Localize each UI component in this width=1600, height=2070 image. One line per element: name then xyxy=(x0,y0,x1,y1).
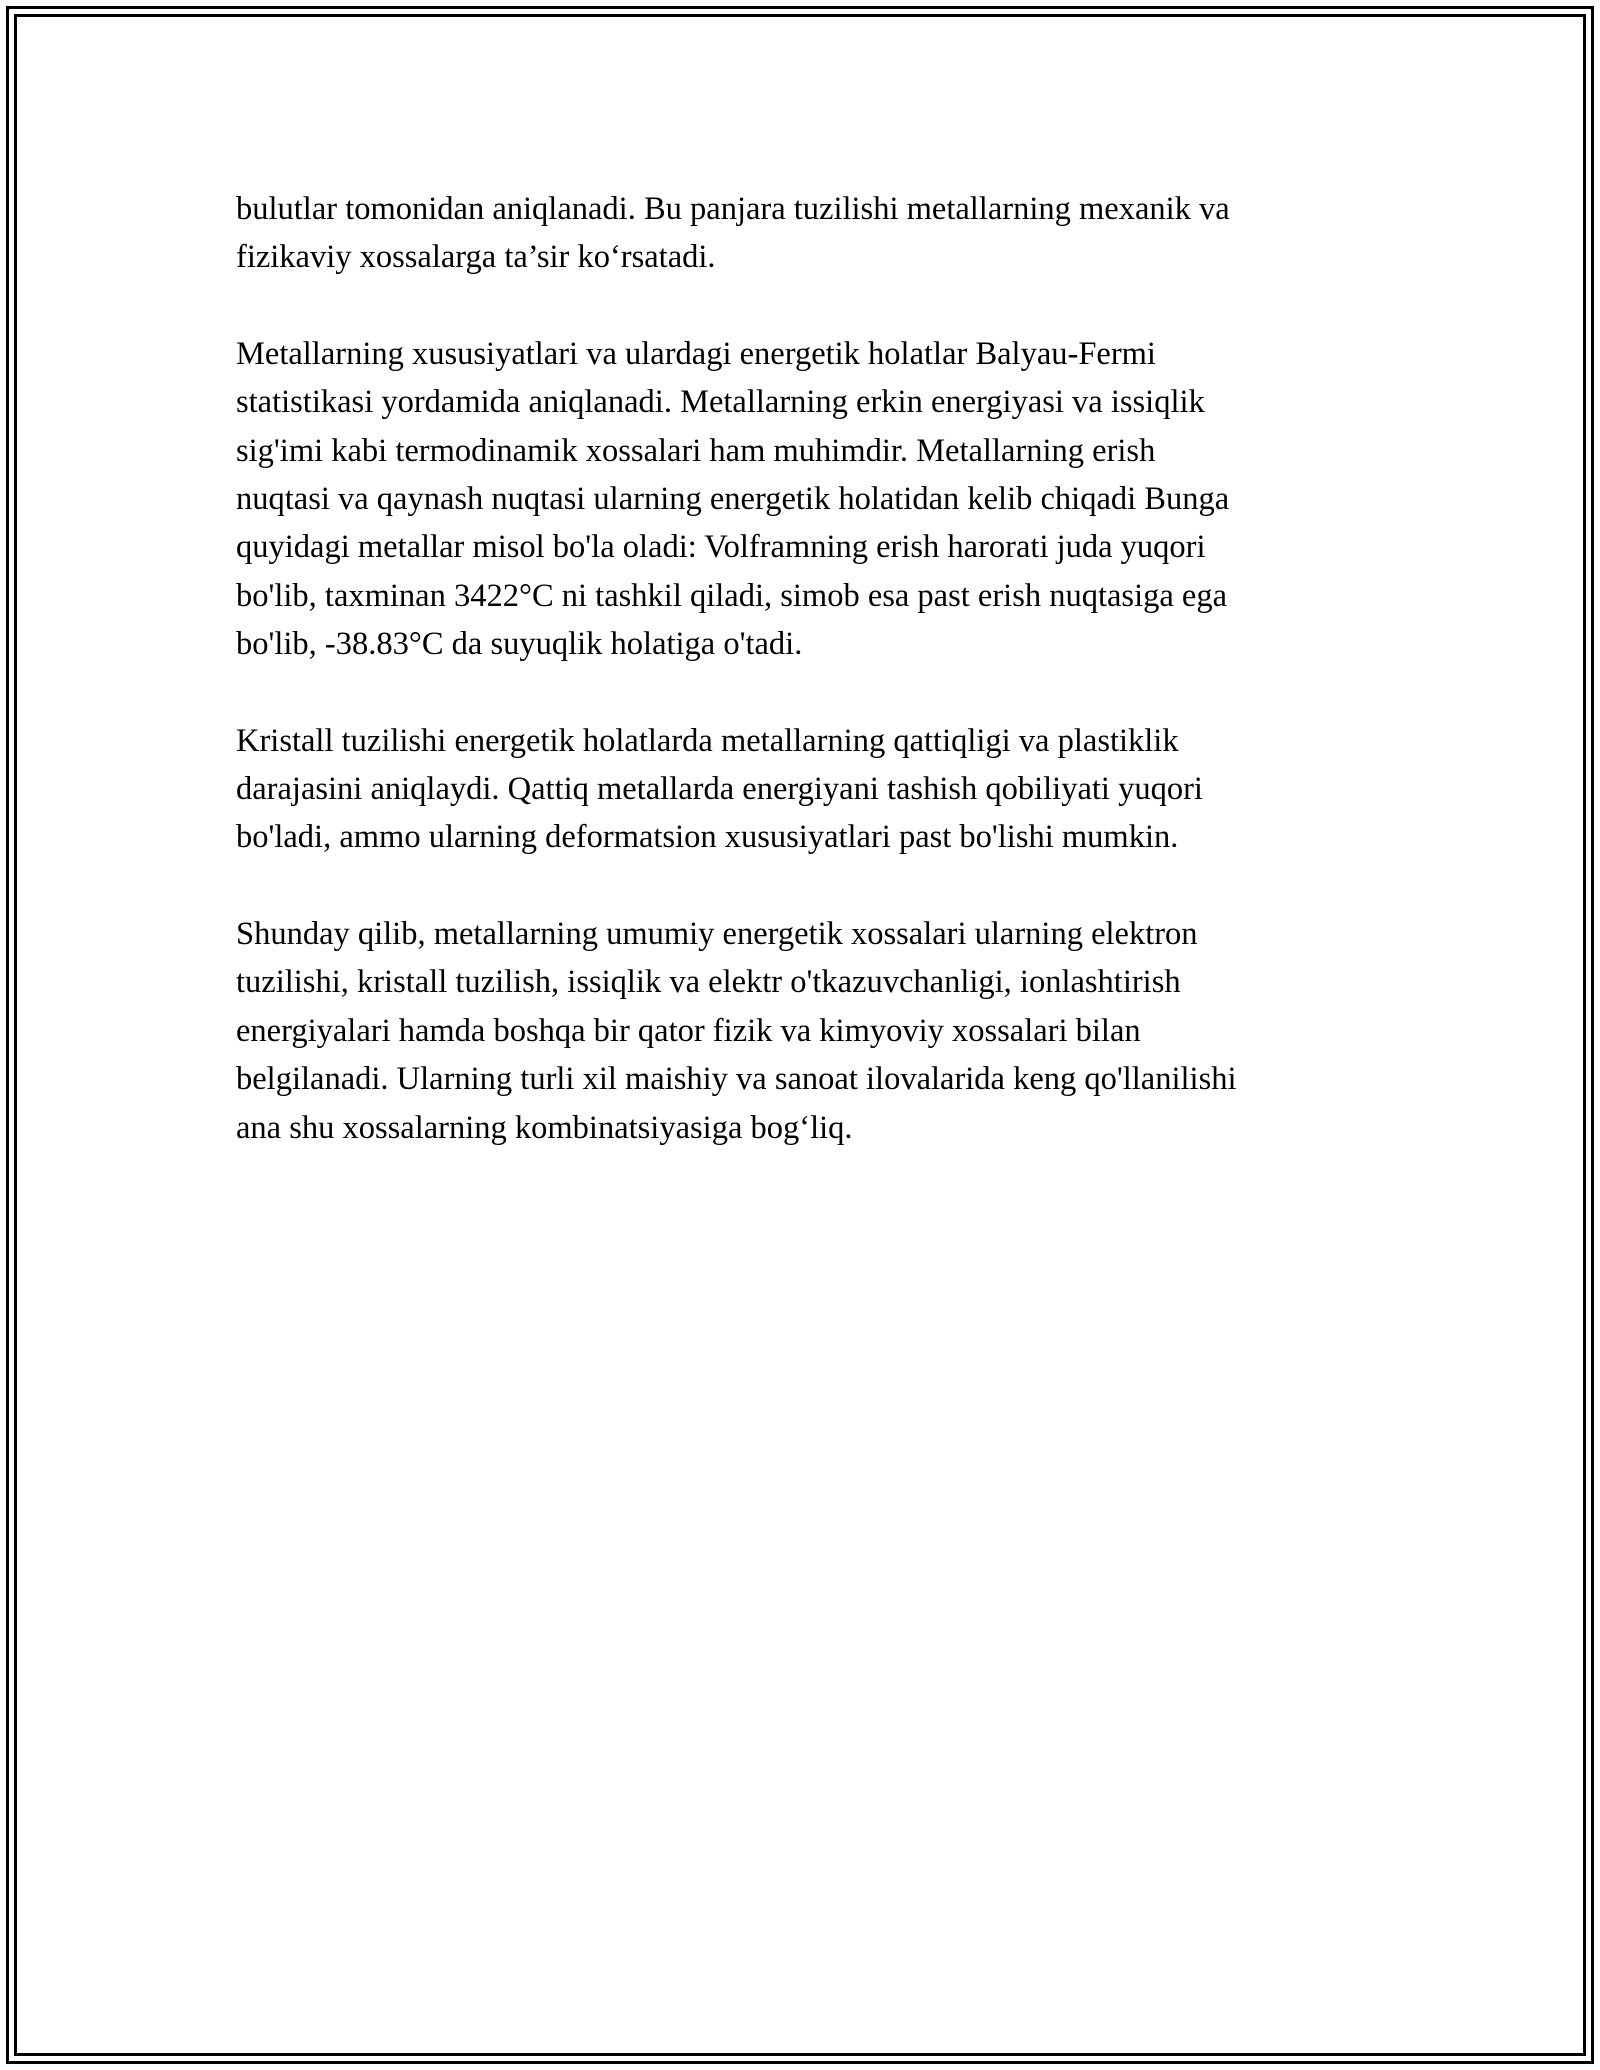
document-body xyxy=(236,185,1366,1200)
paragraph-1: bulutlar tomonidan aniqlanadi. Bu panjara tuzilishi metallarning mexanik va fizikaviy xossalarga ta’sir ko‘rsatadi. xyxy=(236,191,1230,276)
paragraph-3: Kristall tuzilishi energetik holatlarda metallarning qattiqligi va plastiklik darajasini aniqlaydi. Qattiq metallarda energiyani tashish qobiliyati yuqori bo'ladi, ammo ularning deformatsion xususiyatlari past bo'lishi mumkin. xyxy=(236,722,1203,856)
paragraph-4: Shunday qilib, metallarning umumiy energetik xossalari ularning elektron tuzilishi, kristall tuzilish, issiqlik va elektr o'tkazuvchanligi, ionlashtirish energiyalari hamda boshqa bir qator fizik va kimyoviy xossalari bilan belgilanadi. Ularning turli xil maishiy va sanoat ilovalarida keng qo'llanilishi ana shu xossalarning kombinatsiyasiga bog‘liq. xyxy=(236,915,1237,1146)
paragraph-2: Metallarning xususiyatlari va ulardagi energetik holatlar Balyau-Fermi statistikasi yordamida aniqlanadi. Metallarning erkin energiyasi va issiqlik sig'imi kabi termodinamik xossalari ham muhimdir. Metallarning erish nuqtasi va qaynash nuqtasi ularning energetik holatidan kelib chiqadi Bunga quyidagi metallar misol bo'la oladi: Volframning erish harorati juda yuqori bo'lib, taxminan 3422°C ni tashkil qiladi, simob esa past erish nuqtasiga ega bo'lib, -38.83°C da suyuqlik holatiga o'tadi. xyxy=(236,335,1230,663)
